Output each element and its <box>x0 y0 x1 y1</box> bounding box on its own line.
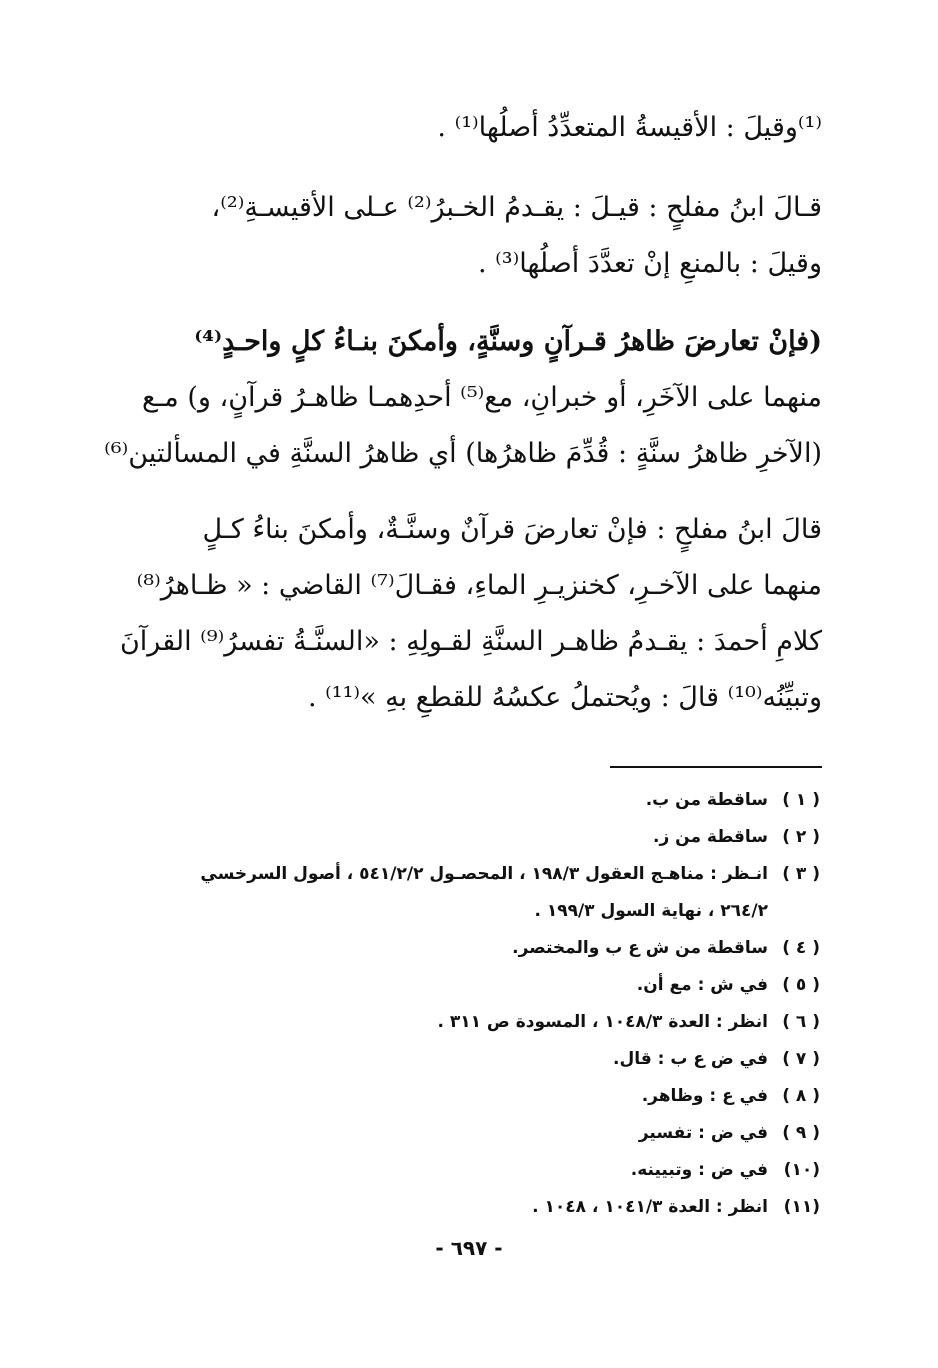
paragraph-3 <box>104 314 822 482</box>
footnote-number: (١٠) <box>783 1160 820 1180</box>
footnote-number: (١١) <box>783 1197 820 1217</box>
footnote-text: انظر : العدة ١٠٤١/٣ ، ١٠٤٨ . <box>532 1197 768 1217</box>
page-number: - ٦٩٧ - <box>435 1236 503 1260</box>
text-line: وقيلَ : بالمنعِ إنْ تعدَّدَ أصلُها⁽³⁾ . <box>477 248 822 279</box>
footnote-line: ٢٦٤/٢ ، نهاية السول ١٩٩/٣ . <box>534 901 768 921</box>
text-line: كلامِ أحمدَ : يقـدمُ ظاهـر السنَّةِ لقـولِهِ : «السنَّـةُ تفسرُ⁽⁹⁾ القرآنَ <box>119 626 822 657</box>
text-line: قالَ ابنُ مفلحٍ : فإنْ تعارضَ قرآنٌ وسنَّـةٌ، وأمكنَ بناءُ كـلٍ <box>202 514 822 545</box>
text-line: (فإنْ تعارضَ ظاهرُ قـرآنٍ وسنَّةٍ، وأمكنَ بنـاءُ كلٍ واحـدٍ⁽⁴⁾ <box>194 326 822 357</box>
footnote-item <box>130 1189 820 1226</box>
footnote-item <box>130 1004 820 1041</box>
footnote-text: ساقطة من ز. <box>652 827 768 847</box>
paragraph-4 <box>119 502 822 726</box>
footnote-text: ساقطة من ش ع ب والمختصر. <box>512 938 768 958</box>
footnote-number: ( ٦ ) <box>782 1012 820 1032</box>
footnote-item <box>130 819 820 856</box>
footnote-text <box>130 856 768 930</box>
footnote-item <box>130 782 820 819</box>
footnote-item <box>130 1041 820 1078</box>
footnote-number: ( ٧ ) <box>782 1049 820 1069</box>
footnote-item <box>130 1152 820 1189</box>
text-line: قـالَ ابنُ مفلحٍ : قيـلَ : يقـدمُ الخـبرُ⁽²⁾ عـلى الأقيسـةِ⁽²⁾، <box>211 192 822 223</box>
footnote-text: في ض : تفسير <box>638 1123 768 1143</box>
text-line: وتبيِّنُه⁽¹⁰⁾ قالَ : ويُحتملُ عكسُهُ للقطعِ بهِ »⁽¹¹⁾ . <box>307 682 822 713</box>
footnote-number: ( ٩ ) <box>782 1123 820 1143</box>
footnote-item <box>130 967 820 1004</box>
footnote-text: انظر : العدة ١٠٤٨/٣ ، المسودة ص ٣١١ . <box>437 1012 768 1032</box>
text-line: منهما على الآخـرِ، كخنزيـرِ الماءِ، فقـالَ⁽⁷⁾ القاضي : « ظـاهرُ⁽⁸⁾ <box>136 570 822 601</box>
footnote-text: في ع : وظاهر. <box>641 1086 768 1106</box>
footnote-item <box>130 930 820 967</box>
footnote-number: ( ٢ ) <box>782 827 820 847</box>
footnote-number: ( ٤ ) <box>782 938 820 958</box>
footnote-text: في ض ع ب : قال. <box>612 1049 768 1069</box>
text-line: ⁽¹⁾وقيلَ : الأقيسةُ المتعدِّدُ أصلُها⁽¹⁾ . <box>437 112 822 143</box>
footnote-item <box>130 1115 820 1152</box>
footnote-line: انـظر : مناهـج العقول ١٩٨/٣ ، المحصـول ٥٤١/٢/٢ ، أصول السرخسي <box>200 864 768 884</box>
footnote-number: ( ٥ ) <box>782 975 820 995</box>
paragraph-2 <box>138 180 822 292</box>
footnote-number: ( ٣ ) <box>782 864 820 884</box>
footnote-separator <box>610 766 822 768</box>
footnote-number: ( ١ ) <box>782 790 820 810</box>
footnote-item <box>130 856 820 930</box>
footnote-text: في ض : وتبيينه. <box>630 1160 768 1180</box>
text-line: منهما على الآخَرِ، أو خبرانِ، مع⁽⁵⁾ أحدِهمـا ظاهـرُ قرآنٍ، و) مـع <box>142 382 822 413</box>
footnotes <box>130 782 820 1226</box>
text-line: (الآخرِ ظاهرُ سنَّةٍ : قُدِّمَ ظاهرُها) أي ظاهرُ السنَّةِ في المسألتين⁽⁶⁾ <box>104 438 822 469</box>
paragraph-1 <box>138 100 822 156</box>
footnote-item <box>130 1078 820 1115</box>
footnote-text: ساقطة من ب. <box>645 790 768 810</box>
footnote-text: في ش : مع أن. <box>636 975 768 995</box>
footnote-number: ( ٨ ) <box>782 1086 820 1106</box>
